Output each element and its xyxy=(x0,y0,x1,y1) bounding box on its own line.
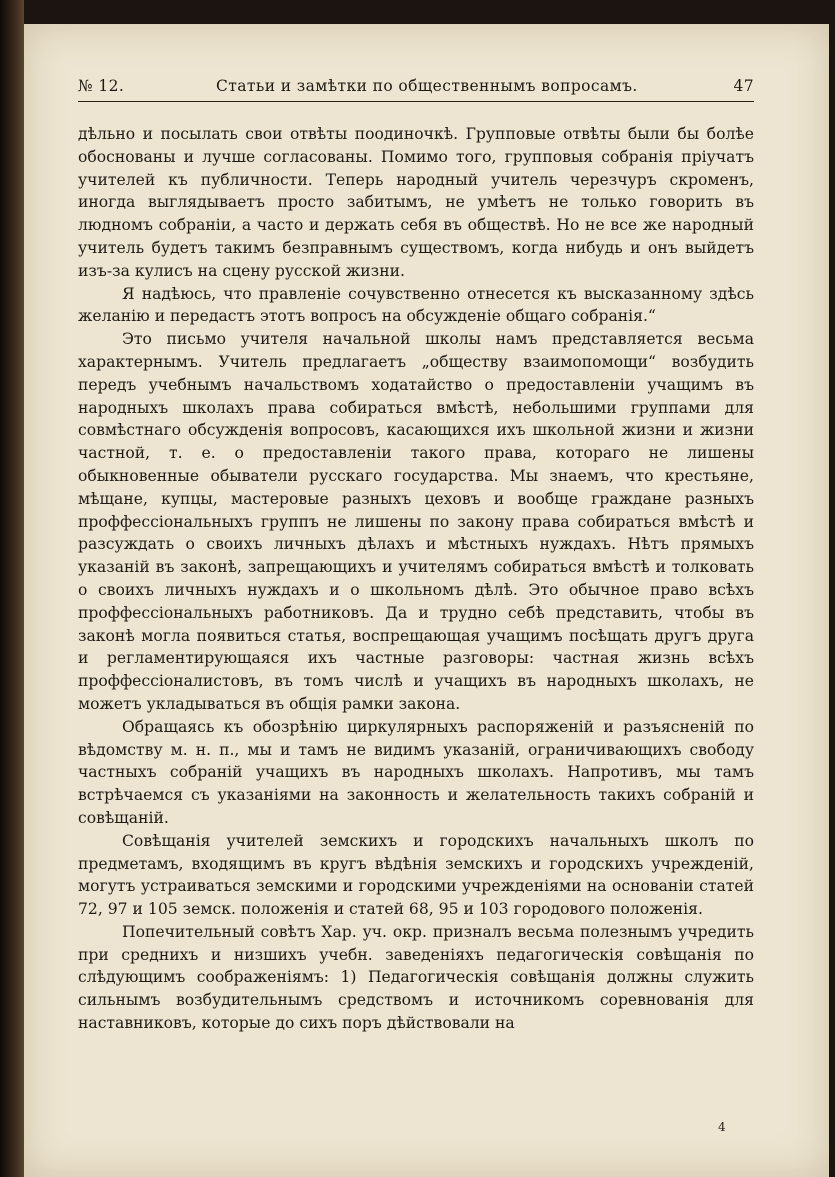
paragraph: Обращаясь къ обозрѣнію циркулярныхъ распоряженій и разъясненій по вѣдомству м. н. п., мы и тамъ не видимъ указаній, ограничивающихъ свободу частныхъ собраній учащихъ въ народныхъ школахъ. Напротивъ, мы тамъ встрѣчаемся съ указаніями на законность и желательность такихъ собраній и совѣщаній. xyxy=(78,717,754,827)
paragraph: дѣльно и посылать свои отвѣты поодиночкѣ. Групповые отвѣты были бы болѣе обоснованы и лучше согласованы. Помимо того, групповыя собранія пріучатъ учителей къ публичности. Теперь народный учитель черезчуръ скроменъ, иногда выглядываетъ просто забитымъ, не умѣетъ не только говорить въ людномъ собраніи, а часто и держать себя въ обществѣ. Но не все же народный учитель будетъ такимъ безправнымъ существомъ, когда нибудь и онъ выйдетъ изъ-за кулисъ на сцену русской жизни. xyxy=(78,125,754,280)
book-spine xyxy=(0,0,24,1177)
page xyxy=(24,24,829,1177)
paragraph: Попечительный совѣтъ Хар. уч. окр. призналъ весьма полезнымъ учредить при среднихъ и низшихъ учебн. заведеніяхъ педагогическія совѣщанія по слѣдующимъ соображеніямъ: 1) Педагогическія совѣщанія должны служить сильнымъ возбудительнымъ средствомъ и источникомъ соревнованія для наставниковъ, которые до сихъ поръ дѣйствовали на xyxy=(78,922,754,1033)
issue-number: № 12. xyxy=(78,77,125,95)
page-number: 47 xyxy=(733,77,754,95)
header-rule xyxy=(78,101,754,102)
paragraph: Я надѣюсь, что правленіе сочувственно отнесется къ высказанному здѣсь желанію и передастъ этотъ вопросъ на обсужденіе общаго собранія.“ xyxy=(78,284,754,326)
body-text xyxy=(78,123,754,1035)
running-header xyxy=(78,77,754,103)
running-title: Статьи и замѣтки по общественнымъ вопросамъ. xyxy=(216,77,638,95)
paragraph: Это письмо учителя начальной школы намъ представляется весьма характернымъ. Учитель предлагаетъ „обществу взаимопомощи“ возбудить передъ учебнымъ начальствомъ ходатайство о предоставленіи учащимъ въ народныхъ школахъ права собираться вмѣстѣ, небольшими группами для совмѣстнаго обсужденія вопросовъ, касающихся ихъ школьной жизни и жизни частной, т. е. о предоставленіи такого права, котораго не лишены обыкновенные обыватели русскаго государства. Мы знаемъ, что крестьяне, мѣщане, купцы, мастеровые разныхъ цеховъ и вообще граждане разныхъ проффессіональныхъ группъ не лишены по закону права собираться вмѣстѣ и разсуждать о своихъ личныхъ дѣлахъ и мѣстныхъ нуждахъ. Нѣтъ прямыхъ указаній въ законѣ, запрещающихъ и учителямъ собираться вмѣстѣ и толковать о своихъ личныхъ нуждахъ и о школьномъ дѣлѣ. Это обычное право всѣхъ проффессіональныхъ работниковъ. Да и трудно себѣ представить, чтобы въ законѣ могла появиться статья, воспрещающая учащимъ посѣщать другъ друга и регламентирующаяся ихъ частные разговоры: частная жизнь всѣхъ проффессіоналистовъ, въ томъ числѣ и учащихъ въ народныхъ школахъ, не можетъ укладываться въ общія рамки закона. xyxy=(78,330,754,713)
signature-mark: 4 xyxy=(718,1120,726,1134)
paragraph: Совѣщанія учителей земскихъ и городскихъ начальныхъ школъ по предметамъ, входящимъ въ кругъ вѣдѣнія земскихъ и городскихъ учрежденій, могутъ устраиваться земскими и городскими учрежденіями на основаніи статей 72, 97 и 105 земск. положенія и статей 68, 95 и 103 городового положенія. xyxy=(78,831,754,919)
